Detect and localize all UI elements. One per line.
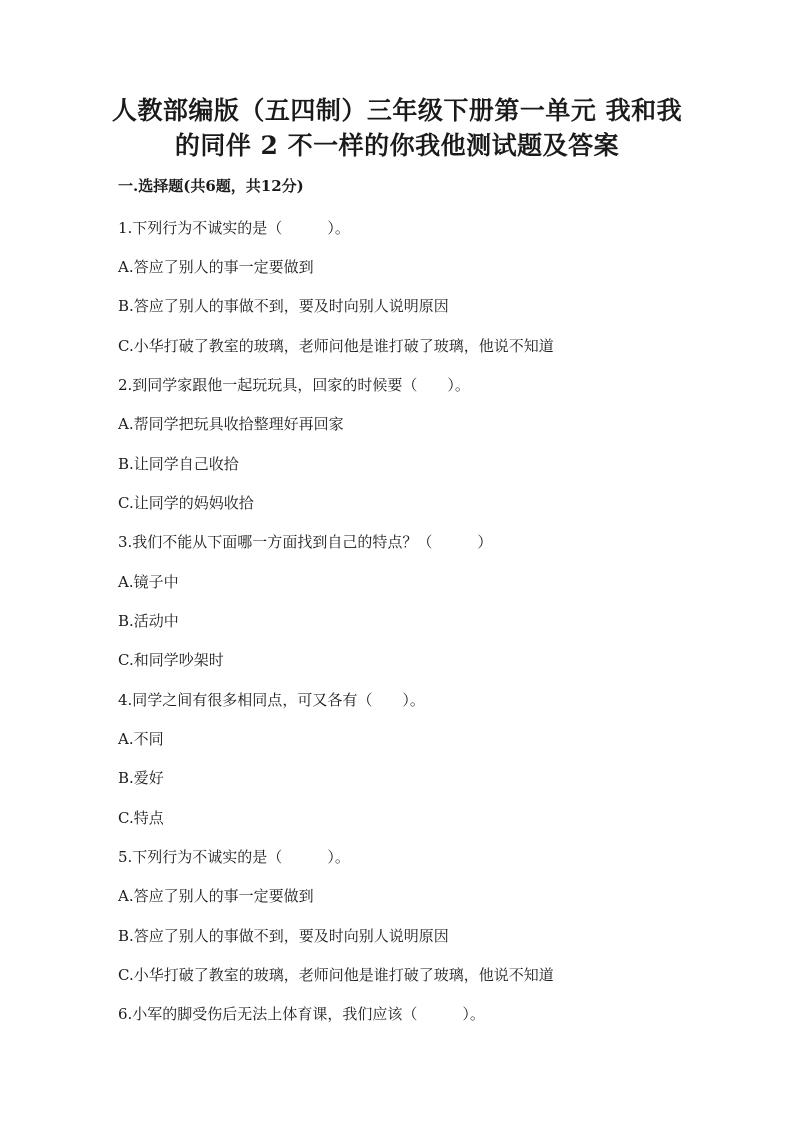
question-1-stem: 1.下列行为不诚实的是（ ）。 bbox=[118, 219, 350, 237]
question-5-stem: 5.下列行为不诚实的是（ ）。 bbox=[118, 848, 350, 866]
question-1-option-c: C.小华打破了教室的玻璃，老师问他是谁打破了玻璃，他说不知道 bbox=[118, 337, 554, 355]
question-2-option-a: A.帮同学把玩具收拾整理好再回家 bbox=[118, 415, 344, 433]
question-4-option-a: A.不同 bbox=[118, 730, 164, 748]
document-title-line-2: 的同伴 2 不一样的你我他测试题及答案 bbox=[174, 131, 620, 160]
section-header: 一.选择题(共6题，共12分) bbox=[118, 177, 304, 195]
question-4-stem: 4.同学之间有很多相同点，可又各有（ ）。 bbox=[118, 691, 425, 709]
question-2-option-b: B.让同学自己收拾 bbox=[118, 455, 239, 473]
question-4-option-c: C.特点 bbox=[118, 809, 164, 827]
question-2-stem: 2.到同学家跟他一起玩玩具，回家的时候要（ ）。 bbox=[118, 376, 470, 394]
document-title-line-1: 人教部编版（五四制）三年级下册第一单元 我和我 bbox=[111, 96, 683, 125]
question-5-option-a: A.答应了别人的事一定要做到 bbox=[118, 887, 314, 905]
question-3-option-c: C.和同学吵架时 bbox=[118, 651, 224, 669]
question-3-option-b: B.活动中 bbox=[118, 612, 179, 630]
question-2-option-c: C.让同学的妈妈收拾 bbox=[118, 494, 254, 512]
question-6-stem: 6.小军的脚受伤后无法上体育课，我们应该（ ）。 bbox=[118, 1005, 485, 1023]
question-5-option-b: B.答应了别人的事做不到，要及时向别人说明原因 bbox=[118, 927, 449, 945]
question-3-stem: 3.我们不能从下面哪一方面找到自己的特点？（ ） bbox=[118, 533, 493, 551]
question-1-option-b: B.答应了别人的事做不到，要及时向别人说明原因 bbox=[118, 297, 449, 315]
question-3-option-a: A.镜子中 bbox=[118, 573, 179, 591]
question-4-option-b: B.爱好 bbox=[118, 769, 164, 787]
question-5-option-c: C.小华打破了教室的玻璃，老师问他是谁打破了玻璃，他说不知道 bbox=[118, 966, 554, 984]
question-1-option-a: A.答应了别人的事一定要做到 bbox=[118, 258, 314, 276]
